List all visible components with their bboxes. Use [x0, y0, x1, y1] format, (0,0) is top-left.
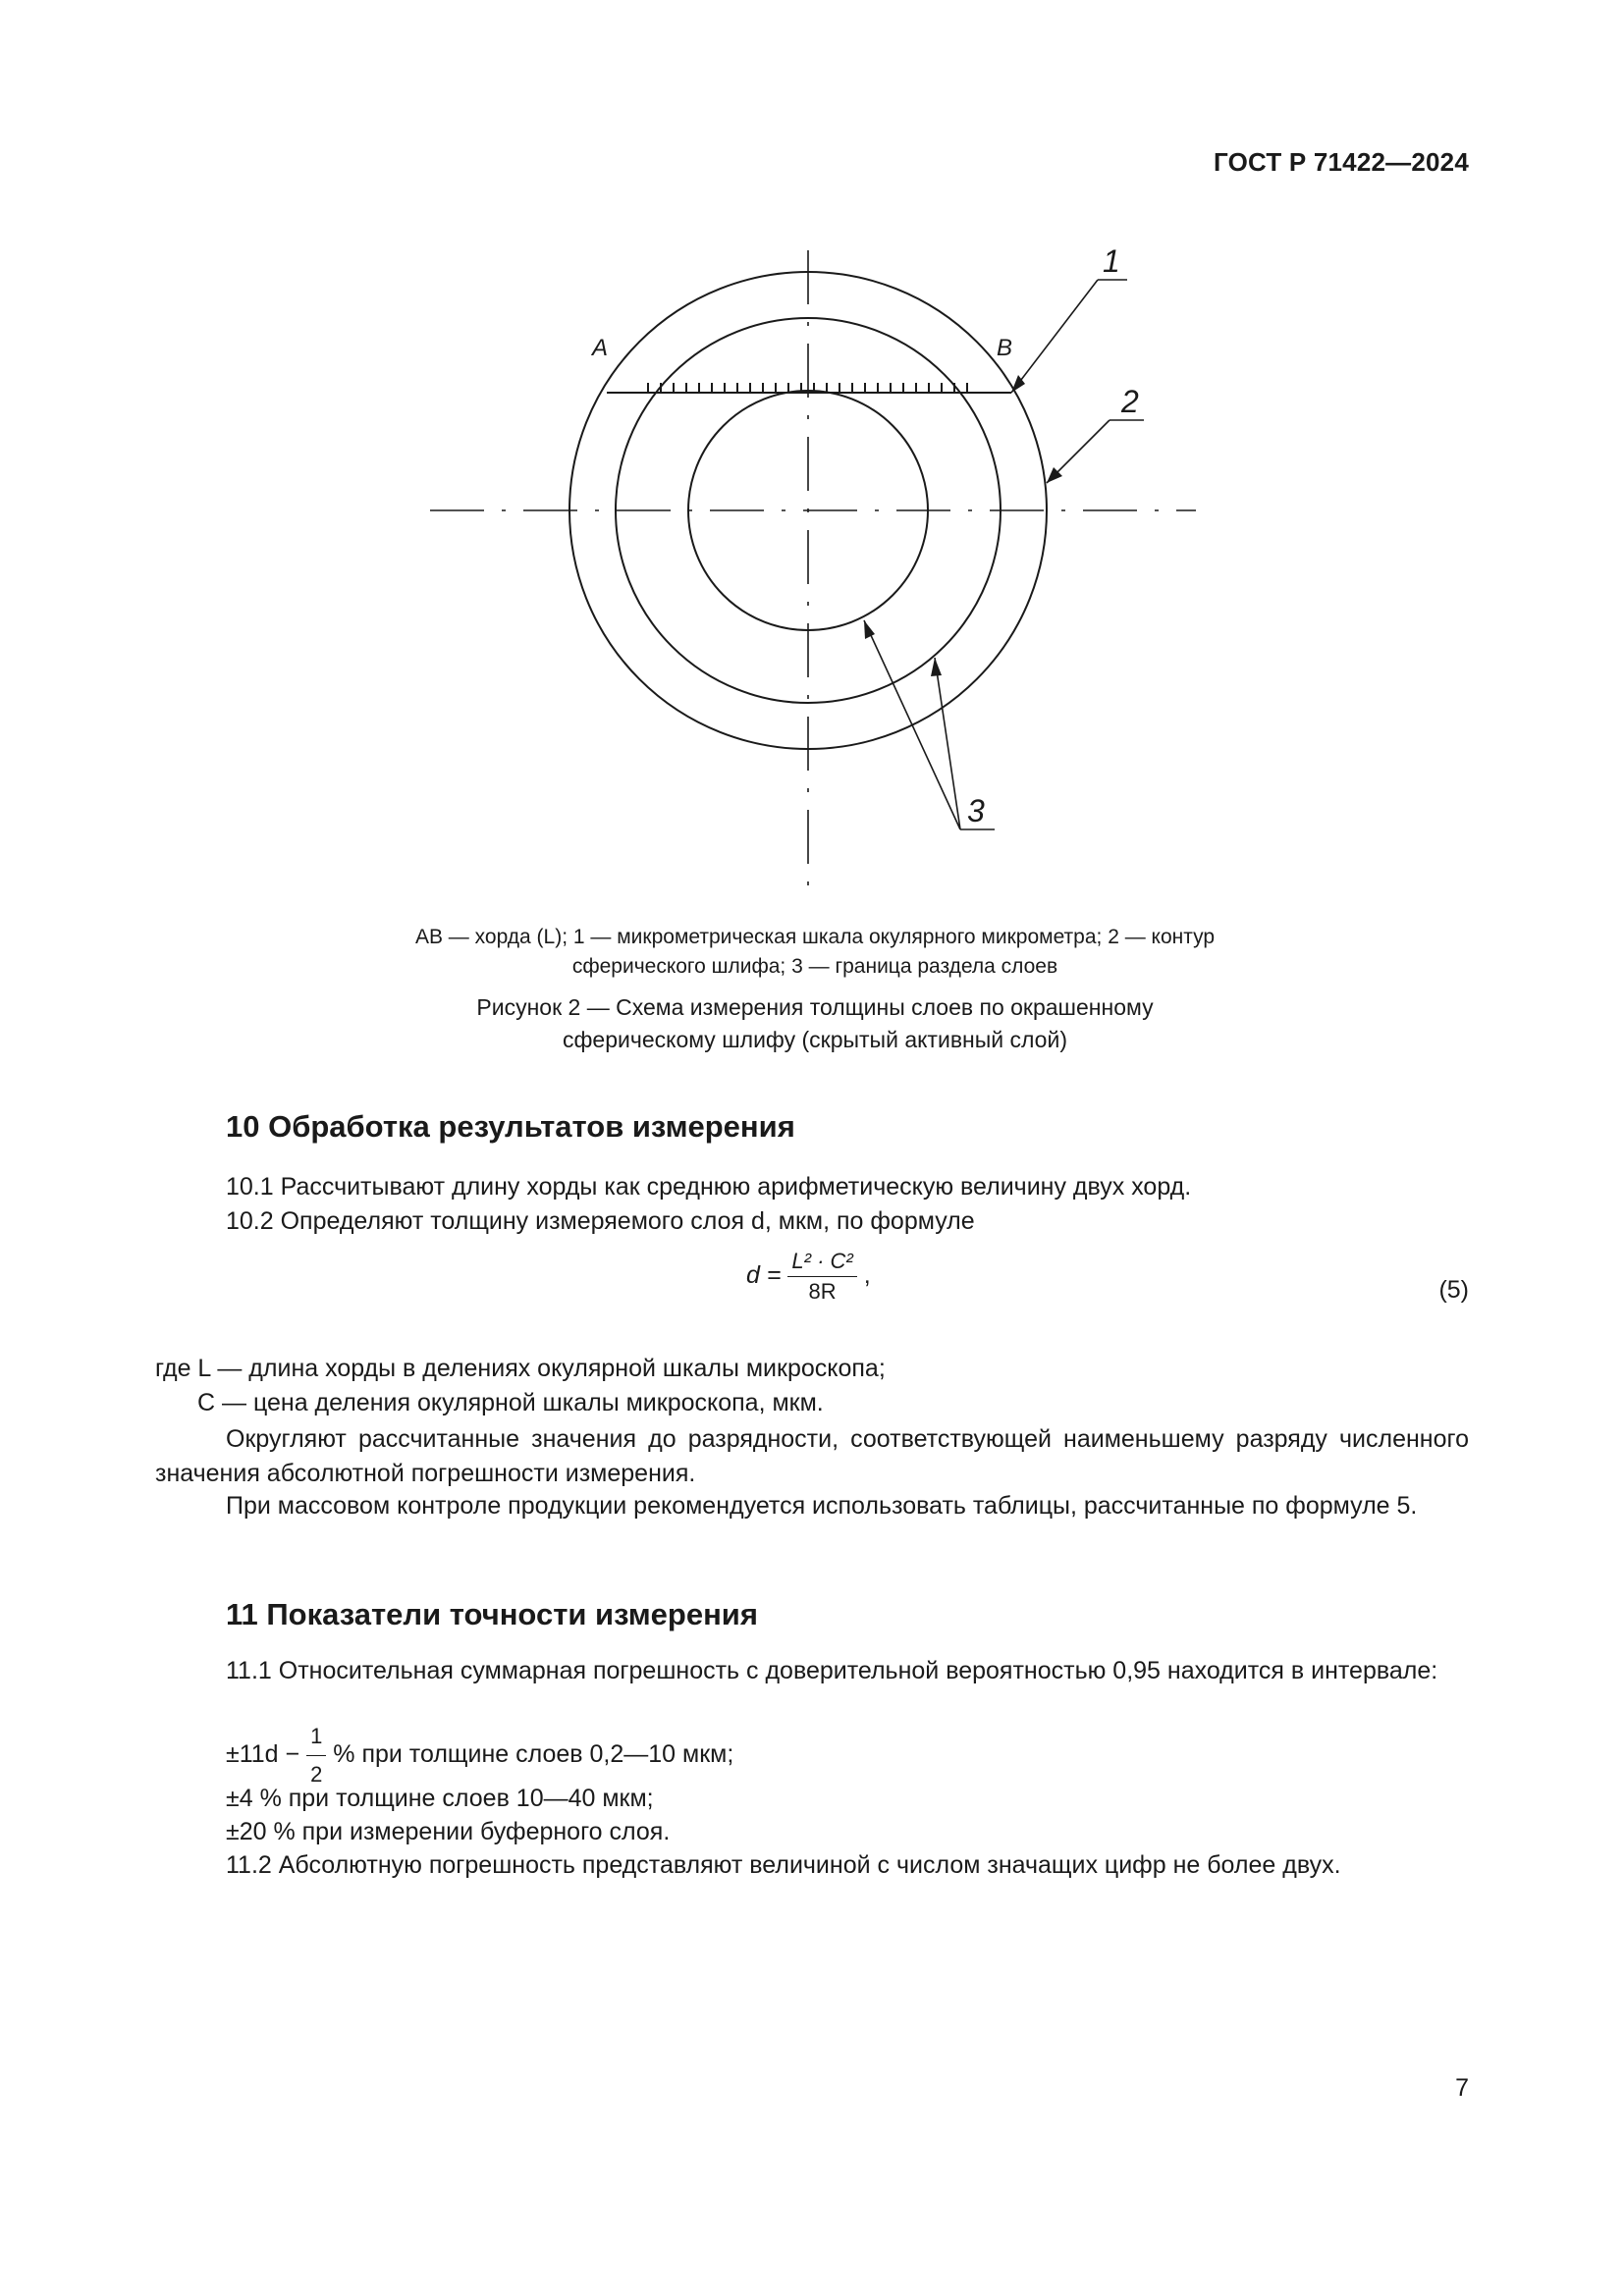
paragraph-10-1: 10.1 Рассчитывают длину хорды как среднюю арифметическую величину двух хорд.: [226, 1173, 1192, 1201]
range-1-numerator: 1: [306, 1720, 326, 1756]
label-1: 1: [1103, 243, 1120, 279]
section-10-heading: 10 Обработка результатов измерения: [226, 1109, 795, 1144]
figure-2-diagram: [422, 236, 1208, 903]
page-number: 7: [1455, 2074, 1469, 2102]
caption-line-1: Рисунок 2 — Схема измерения толщины слоев по окрашенному: [476, 994, 1154, 1020]
where-c: C — цена деления окулярной шкалы микроскопа, мкм.: [197, 1389, 824, 1416]
paragraph-10-2: 10.2 Определяют толщину измеряемого слоя d, мкм, по формуле: [226, 1207, 975, 1235]
where-l: где L — длина хорды в делениях окулярной шкалы микроскопа;: [155, 1355, 886, 1382]
label-2: 2: [1121, 384, 1139, 419]
label-a: A: [592, 335, 609, 361]
rounding-paragraph: Округляют рассчитанные значения до разрядности, соответствующей наименьшему разряду численного значения абсолютной погрешности измерения.: [155, 1425, 1469, 1487]
legend-line-1: AB — хорда (L); 1 — микрометрическая шкала окулярного микрометра; 2 — контур: [414, 926, 1216, 948]
paragraph-11-1: 11.1 Относительная суммарная погрешность с доверительной вероятностью 0,95 находится в интервале:: [226, 1657, 1438, 1684]
formula-number: (5): [1438, 1276, 1469, 1304]
formula-5: [746, 1249, 871, 1305]
formula-tail: ,: [863, 1261, 871, 1290]
range-1-prefix: ±11d −: [226, 1740, 300, 1769]
figure-caption: [324, 991, 1306, 1056]
formula-lhs: d =: [746, 1261, 782, 1290]
legend-line-2: сферического шлифа; 3 — граница раздела слоев: [571, 955, 1058, 978]
paragraph-11-2: 11.2 Абсолютную погрешность представляют величиной с числом значащих цифр не более двух.: [226, 1851, 1341, 1879]
formula-denominator: 8R: [808, 1279, 837, 1304]
arrowhead-3a: [864, 620, 875, 639]
arrowhead-3b: [931, 658, 942, 676]
range-buffer-layer: ±20 % при измерении буферного слоя.: [226, 1818, 671, 1845]
range-thick-layers: ±4 % при толщине слоев 10—40 мкм;: [226, 1785, 654, 1812]
formula-fraction: [787, 1249, 856, 1305]
mass-control-paragraph: При массовом контроле продукции рекомендуется использовать таблицы, рассчитанные по формуле 5.: [226, 1492, 1418, 1520]
standard-designation: ГОСТ Р 71422—2024: [1214, 147, 1469, 177]
label-b: B: [997, 335, 1013, 361]
section-11-heading: 11 Показатели точности измерения: [226, 1597, 758, 1631]
label-3: 3: [967, 793, 985, 828]
formula-numerator: L² · C²: [787, 1249, 856, 1277]
caption-line-2: сферическому шлифу (скрытый активный слой): [563, 1027, 1067, 1052]
figure-legend: [324, 923, 1306, 982]
range-1-denominator: 2: [310, 1762, 323, 1787]
range-1-suffix: % при толщине слоев 0,2—10 мкм;: [333, 1740, 734, 1769]
